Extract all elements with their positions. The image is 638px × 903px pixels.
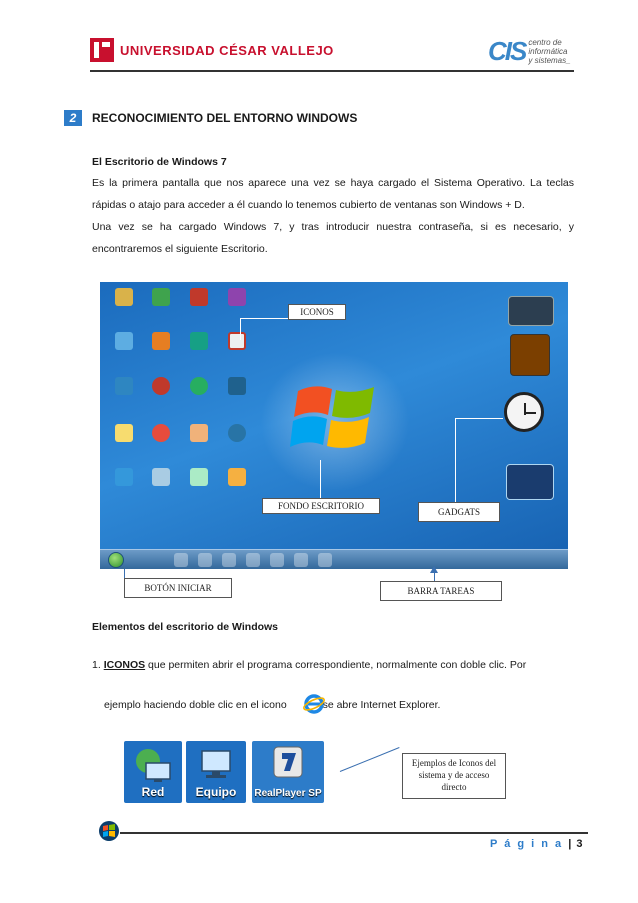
desktop-icon[interactable] [115,332,133,350]
desktop-icon[interactable] [190,468,208,486]
desktop-icon[interactable] [152,288,170,306]
desktop-icon[interactable] [190,332,208,350]
ucv-logo [90,38,334,62]
page-number: P á g i n a | 3 [490,838,583,850]
desktop-icon[interactable] [190,288,208,306]
desktop-icon[interactable] [152,424,170,442]
windows-logo-icon [290,377,380,457]
section-title: RECONOCIMIENTO DEL ENTORNO WINDOWS [92,111,358,125]
start-button-icon[interactable] [108,552,124,568]
desktop-icon[interactable] [115,468,133,486]
icon-tile-realplayer[interactable] [252,741,324,803]
footer-divider [120,832,588,834]
icon-tile-label: Equipo [195,785,237,799]
taskbar-button[interactable] [318,553,332,567]
icon-tile-equipo[interactable] [186,741,246,803]
label-boton-iniciar: BOTÓN INICIAR [124,578,232,598]
ucv-name: UNIVERSIDAD CÉSAR VALLEJO [120,42,334,58]
intro-paragraph-2: Una vez se ha cargado Windows 7, y tras introducir nuestra contraseña, si es necesario, y encontraremos el siguiente Escritorio. [92,221,574,255]
desktop-icon[interactable] [228,468,246,486]
desktop-icon[interactable] [228,288,246,306]
gadget-feed[interactable] [506,464,554,500]
header-divider [90,70,574,72]
cis-tagline: centro de informática y sistemas_ [528,38,571,65]
internet-explorer-icon [303,693,325,715]
item-1-keyword: ICONOS [103,659,146,671]
taskbar-button[interactable] [270,553,284,567]
item-1-line-2: ejemplo haciendo doble clic en el icono se abre Internet Explorer. [104,699,441,711]
desktop-icon[interactable] [115,288,133,306]
windows7-logo-icon [98,820,120,842]
intro-paragraph-1: Es la primera pantalla que nos aparece una vez se haya cargado el Sistema Operativo. La teclas rápidas o atajo para acceder a él cuando lo tenemos cubierto de ventanas son Windows + D. [92,177,574,211]
windows7-desktop-screenshot [100,282,568,569]
cis-logo [488,36,571,67]
desktop-icon[interactable] [190,424,208,442]
desktop-icon[interactable] [115,424,133,442]
gadget-weather[interactable] [508,296,554,326]
arrow-up-icon [430,566,438,573]
callout-icon-examples: Ejemplos de Iconos del sistema y de acceso directo [402,753,506,799]
label-fondo-escritorio: FONDO ESCRITORIO [262,498,380,514]
desktop-icon[interactable] [152,377,170,395]
section-number-badge: 2 [64,110,82,126]
label-gadgets: GADGATS [418,502,500,522]
desktop-icon[interactable] [115,377,133,395]
taskbar-button[interactable] [198,553,212,567]
icon-tile-label: RealPlayer SP [254,788,322,799]
ucv-shield-icon [90,38,114,62]
desktop-icon[interactable] [228,424,246,442]
icon-tile-label: Red [141,785,165,799]
intro-heading: El Escritorio de Windows 7 [92,156,227,168]
desktop-icon[interactable] [228,377,246,395]
item-1-line-1: 1. ICONOS que permiten abrir el programa correspondiente, normalmente con doble clic. Por [92,659,527,671]
desktop-icon[interactable] [190,377,208,395]
icon-tile-red[interactable] [124,741,182,803]
gadget-clock[interactable] [504,392,544,432]
taskbar[interactable] [100,549,568,569]
desktop-icon[interactable] [228,332,246,350]
elements-heading: Elementos del escritorio de Windows [92,621,279,633]
taskbar-button[interactable] [294,553,308,567]
taskbar-button[interactable] [174,553,188,567]
taskbar-button[interactable] [246,553,260,567]
label-barra-tareas: BARRA TAREAS [380,581,502,601]
desktop-icon[interactable] [152,468,170,486]
taskbar-button[interactable] [222,553,236,567]
gadget-slideshow[interactable] [510,334,550,376]
cis-logo-mark: CIS [488,36,526,66]
label-iconos: ICONOS [288,304,346,320]
desktop-icon[interactable] [152,332,170,350]
